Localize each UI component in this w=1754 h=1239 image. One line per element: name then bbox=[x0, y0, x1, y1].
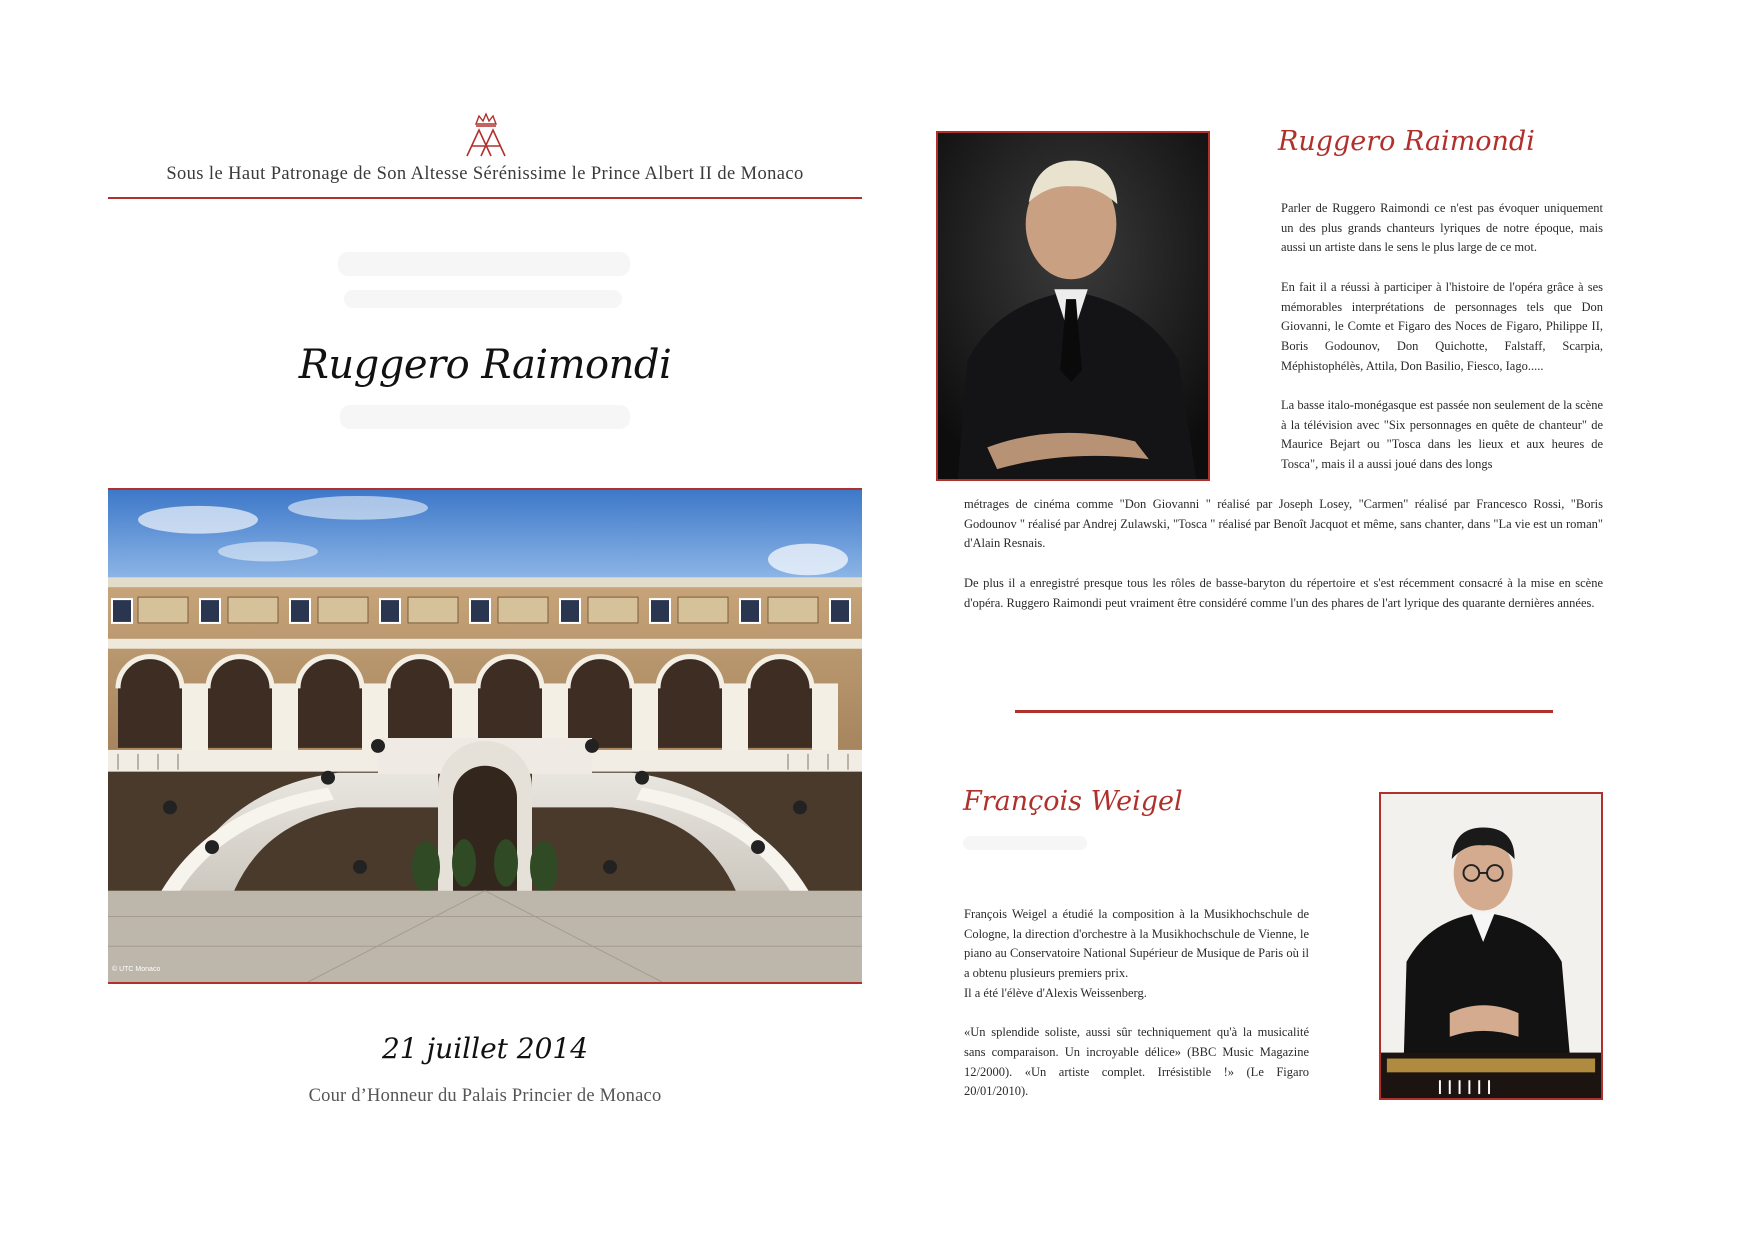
faded-script-line bbox=[963, 836, 1087, 850]
bio-paragraph: métrages de cinéma comme "Don Giovanni " réalisé par Joseph Losey, "Carmen" réalisé par Francesco Rossi, "Boris Godounov " réalisé par Andrej Zulawski, "Tosca " réalisé par Benoît Jacquot et même, sans chanter, dans "La vie est un roman" d'Alain Resnais. bbox=[964, 497, 1603, 551]
weigel-heading: François Weigel bbox=[963, 786, 1183, 817]
raimondi-portrait-photo bbox=[936, 131, 1210, 481]
event-venue: Cour d’Honneur du Palais Princier de Monaco bbox=[308, 1086, 662, 1106]
bio-paragraph: De plus il a enregistré presque tous les rôles de basse-baryton du répertoire et s'est récemment consacré à la mise en scène d'opéra. Ruggero Raimondi peut vraiment être considéré comme l'un des phares de l'art lyrique des quarante dernières années. bbox=[964, 575, 1603, 610]
bio-paragraph: Il a été l'élève d'Alexis Weissenberg. bbox=[964, 985, 1147, 1000]
faded-script-line bbox=[338, 252, 630, 276]
palace-courtyard-photo bbox=[108, 488, 862, 984]
patronage-line: Sous le Haut Patronage de Son Altesse Sérénissime le Prince Albert II de Monaco bbox=[166, 164, 804, 184]
bio-paragraph: François Weigel a étudié la composition à la Musikhochschule de Cologne, la direction d'orchestre à la Musikhochschule de Vienne, le piano au Conservatoire National Supérieur de Musique de Paris où il a obtenu plusieurs premiers prix. bbox=[964, 907, 1309, 981]
bio-paragraph: En fait il a réussi à participer à l'histoire de l'opéra grâce à ses mémorables interprétations de personnages tels que Don Giovanni, le Comte et Figaro des Noces de Figaro, Philippe II, Boris Godounov, Don Quichotte, Falstaff, Scarpia, Méphistophélès, Attila, Don Basilio, Fiesco, Iago..... bbox=[1281, 279, 1603, 373]
bio-paragraph: La basse italo-monégasque est passée non seulement de la scène à la télévision avec "Six personnages en quête de chanteur" de Maurice Bejart ou "Tosca dans les lieux et aux heures de Tosca", mais il a aussi joué dans des longs bbox=[1281, 398, 1603, 472]
bio-paragraph: «Un splendide soliste, aussi sûr techniquement qu'à la musicalité sans comparaison. Un incroyable délice» (BBC Music Magazine 12/2000). «Un artiste complet. Irrésistible !» (Le Figaro 20/01/2010). bbox=[964, 1025, 1309, 1099]
raimondi-bio-column bbox=[1281, 199, 1603, 495]
event-date: 21 juillet 2014 bbox=[381, 1032, 589, 1065]
faded-script-line bbox=[344, 290, 622, 308]
raimondi-heading: Ruggero Raimondi bbox=[1278, 126, 1535, 157]
faded-script-line bbox=[340, 405, 630, 429]
weigel-bio-column bbox=[964, 905, 1309, 1122]
weigel-portrait-photo bbox=[1379, 792, 1603, 1100]
raimondi-bio-fullwidth bbox=[964, 495, 1603, 633]
photo-credit: © UTC Monaco bbox=[112, 966, 161, 973]
patronage-divider bbox=[108, 197, 862, 199]
section-divider bbox=[1015, 710, 1553, 713]
bio-paragraph: Parler de Ruggero Raimondi ce n'est pas évoquer uniquement un des plus grands chanteurs lyriques de notre époque, mais aussi un artiste dans le sens le plus large de ce mot. bbox=[1281, 201, 1603, 255]
cover-performer-name: Ruggero Raimondi bbox=[298, 342, 672, 388]
princely-monogram-icon bbox=[461, 112, 511, 158]
